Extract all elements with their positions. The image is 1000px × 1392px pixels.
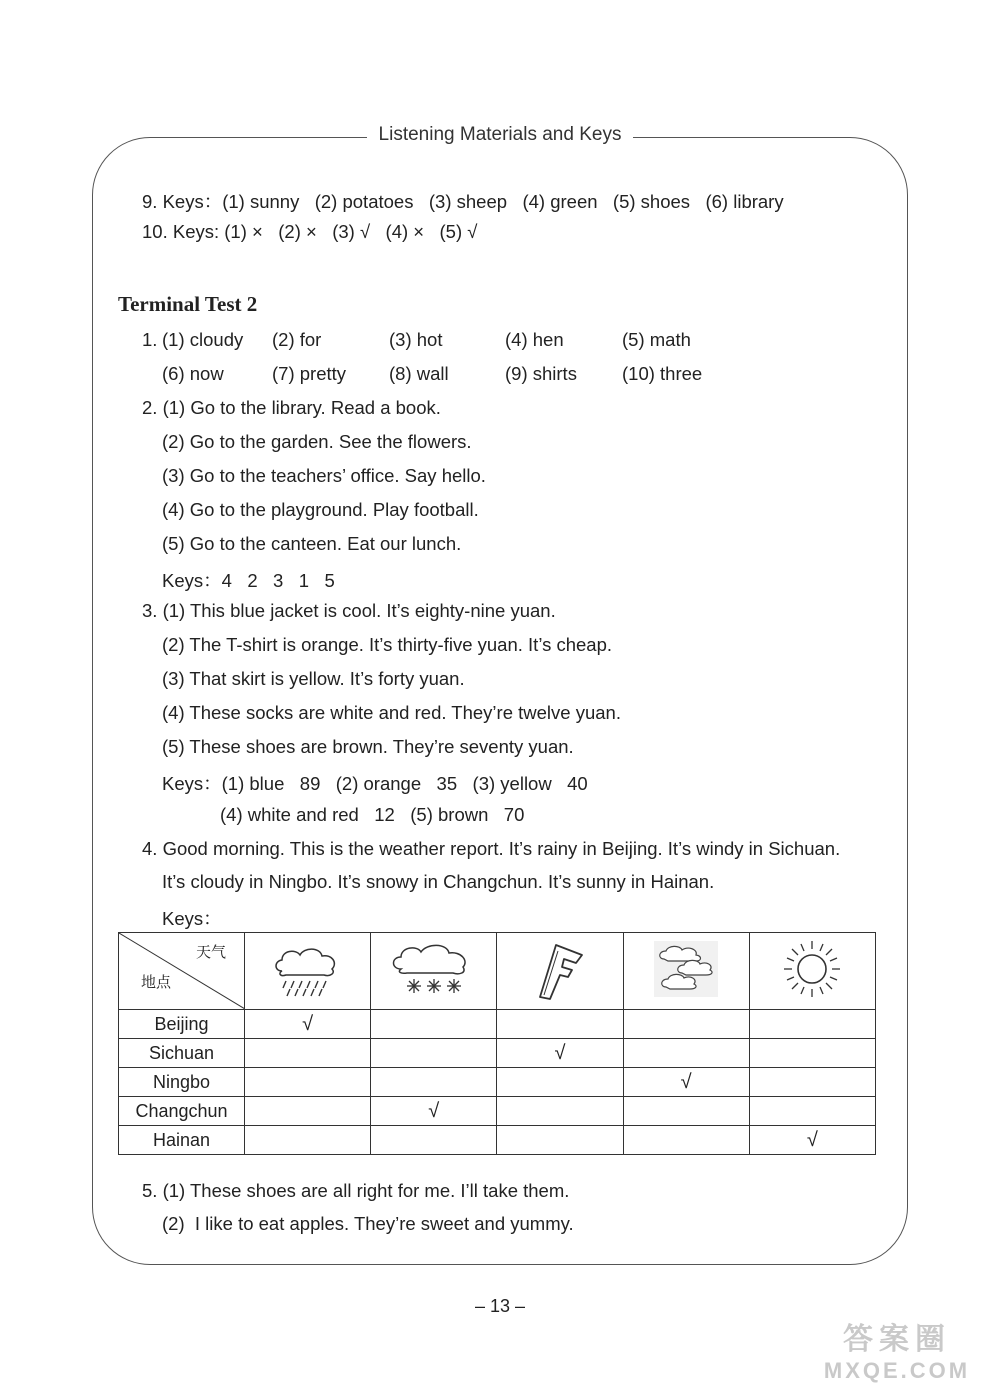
answer-cell [371, 1068, 497, 1097]
answer-cell [749, 1126, 875, 1155]
check-mark: √ [680, 1070, 692, 1093]
q4-line-1: 4. Good morning. This is the weather report. It’s rainy in Beijing. It’s windy in Sichuan. [142, 838, 841, 859]
corner-cell [119, 933, 245, 1010]
answer-cell [497, 1010, 623, 1039]
check-mark: √ [428, 1099, 440, 1122]
q1-answer: (6) now [162, 363, 224, 384]
watermark-logo: 答案圈 MXQE.COM [823, 1323, 971, 1383]
q1-row-2 [162, 363, 732, 385]
check-mark: √ [806, 1128, 818, 1151]
weather-row [119, 1126, 876, 1155]
q1-answer: (8) wall [389, 363, 449, 384]
answer-cell [623, 1126, 749, 1155]
answer-cell [749, 1010, 875, 1039]
answer-cell [749, 1039, 875, 1068]
q2-line-2: (2) Go to the garden. See the flowers. [162, 431, 472, 452]
q3-line-3: (3) That skirt is yellow. It’s forty yuan. [162, 668, 465, 689]
q2-line-4: (4) Go to the playground. Play football. [162, 499, 479, 520]
q2-keys: Keys：4 2 3 1 5 [162, 570, 335, 591]
place-cell: Sichuan [119, 1039, 245, 1068]
q1-answer: (9) shirts [505, 363, 577, 384]
place-label: 地点 [141, 973, 172, 991]
q1-answer: (10) three [622, 363, 703, 384]
rainy-icon [245, 933, 371, 1010]
q1-answer: (4) hen [505, 329, 564, 350]
windy-icon [497, 933, 623, 1010]
q9-keys: 9. Keys：(1) sunny (2) potatoes (3) sheep (4) green (5) shoes (6) library [142, 191, 784, 212]
q3-keys-2: (4) white and red 12 (5) brown 70 [220, 804, 525, 825]
q1-answer: (1) cloudy [162, 329, 244, 350]
answer-cell [245, 1039, 371, 1068]
q3-line-2: (2) The T-shirt is orange. It’s thirty-five yuan. It’s cheap. [162, 634, 613, 655]
q1-answer: (2) for [272, 329, 322, 350]
answer-cell [245, 1097, 371, 1126]
answer-cell [371, 1097, 497, 1126]
answer-cell [245, 1068, 371, 1097]
snowy-icon [371, 933, 497, 1010]
q2-line-1: 2. (1) Go to the library. Read a book. [142, 397, 441, 418]
answer-cell [371, 1126, 497, 1155]
q5-line-2: (2) I like to eat apples. They’re sweet and yummy. [162, 1213, 574, 1234]
q5-line-1: 5. (1) These shoes are all right for me. I’ll take them. [142, 1180, 570, 1201]
check-mark: √ [302, 1012, 314, 1035]
weather-row [119, 1097, 876, 1126]
place-cell: Ningbo [119, 1068, 245, 1097]
q3-line-4: (4) These socks are white and red. They’re twelve yuan. [162, 702, 621, 723]
weather-row [119, 1068, 876, 1097]
q1-number: 1. [142, 329, 158, 350]
answer-cell [497, 1068, 623, 1097]
sunny-icon [749, 933, 875, 1010]
q1-answer: (3) hot [389, 329, 443, 350]
q1-answer: (7) pretty [272, 363, 347, 384]
q2-line-5: (5) Go to the canteen. Eat our lunch. [162, 533, 462, 554]
answer-cell [497, 1126, 623, 1155]
answer-cell [749, 1068, 875, 1097]
weather-row [119, 1010, 876, 1039]
answer-cell [623, 1068, 749, 1097]
q4-keys-label: Keys： [162, 908, 222, 929]
q10-keys: 10. Keys: (1) × (2) × (3) √ (4) × (5) √ [142, 221, 478, 242]
q3-line-1: 3. (1) This blue jacket is cool. It’s eighty-nine yuan. [142, 600, 556, 621]
weather-row [119, 1039, 876, 1068]
answer-cell [497, 1097, 623, 1126]
weather-table [118, 932, 876, 1155]
answer-cell [623, 1097, 749, 1126]
corner-diagonal [119, 933, 245, 1009]
answer-cell [371, 1039, 497, 1068]
check-mark: √ [554, 1041, 566, 1064]
answer-cell [749, 1097, 875, 1126]
answer-cell [371, 1010, 497, 1039]
answer-cell [623, 1010, 749, 1039]
q1-answer: (5) math [622, 329, 691, 350]
cloudy-icon [623, 933, 749, 1010]
terminal-test-heading: Terminal Test 2 [118, 292, 258, 316]
place-cell: Changchun [119, 1097, 245, 1126]
q3-line-5: (5) These shoes are brown. They’re seventy yuan. [162, 736, 574, 757]
q1-row-1 [162, 329, 732, 351]
page-number: – 13 – [474, 1296, 526, 1316]
answer-cell [497, 1039, 623, 1068]
q4-line-2: It’s cloudy in Ningbo. It’s snowy in Changchun. It’s sunny in Hainan. [162, 871, 715, 892]
q2-line-3: (3) Go to the teachers’ office. Say hello. [162, 465, 486, 486]
place-cell: Beijing [119, 1010, 245, 1039]
section-header: Listening Materials and Keys [0, 124, 1000, 146]
weather-header-row [119, 933, 876, 1010]
answer-cell [245, 1010, 371, 1039]
weather-label: 天气 [195, 943, 226, 961]
answer-cell [623, 1039, 749, 1068]
place-cell: Hainan [119, 1126, 245, 1155]
q3-keys-1: Keys：(1) blue 89 (2) orange 35 (3) yellow 40 [162, 773, 588, 794]
answer-cell [245, 1126, 371, 1155]
